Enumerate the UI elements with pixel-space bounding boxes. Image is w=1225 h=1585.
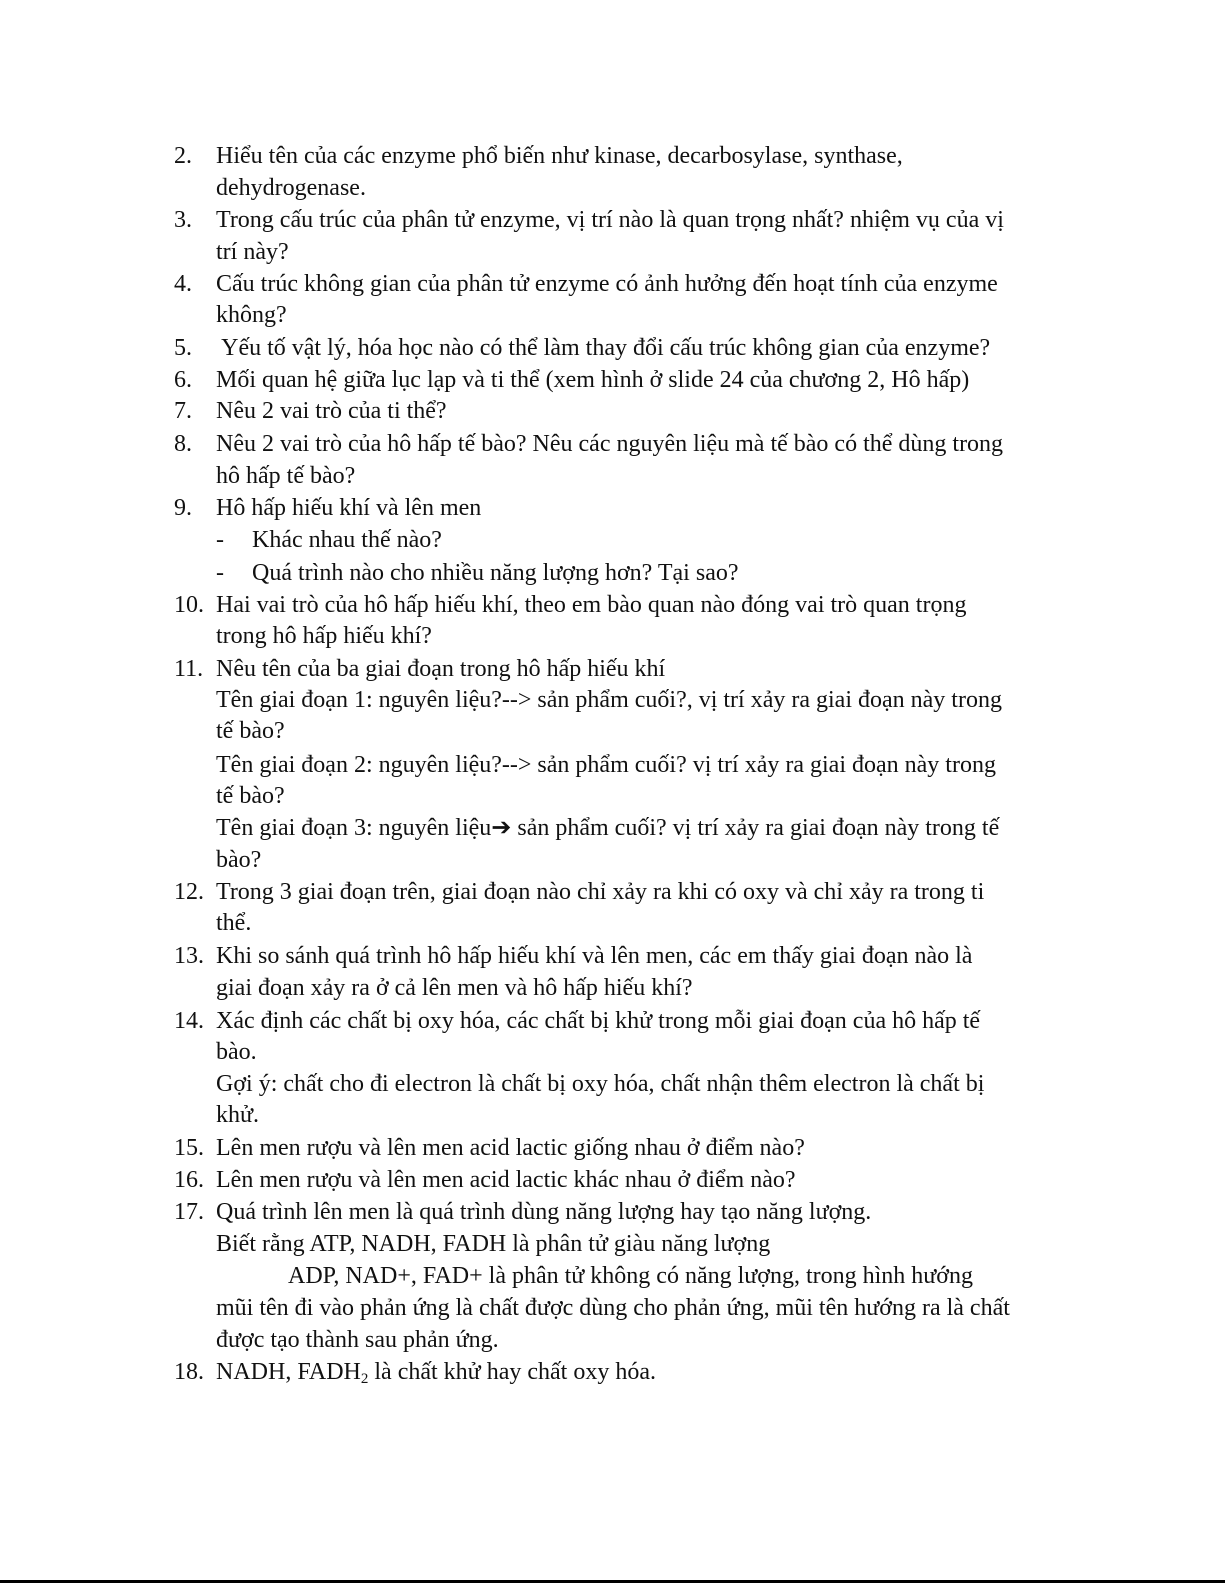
q12-number: 12. xyxy=(174,879,204,905)
q17-line-1: Quá trình lên men là quá trình dùng năng lượng hay tạo năng lượng. xyxy=(216,1199,872,1225)
q17-line-2: Biết rằng ATP, NADH, FADH là phân tử giàu năng lượng xyxy=(216,1231,771,1257)
q13-line-2: giai đoạn xảy ra ở cả lên men và hô hấp hiếu khí? xyxy=(216,975,693,1001)
q9-bullet-1: Khác nhau thế nào? xyxy=(252,527,442,553)
q2-line-2: dehydrogenase. xyxy=(216,175,366,201)
q7-line-1: Nêu 2 vai trò của ti thể? xyxy=(216,398,447,424)
q11-line-6: Tên giai đoạn 3: nguyên liệu➔ sản phẩm cuối? vị trí xảy ra giai đoạn này trong tế xyxy=(216,815,1000,841)
q18-subscript: 2 xyxy=(360,1371,369,1387)
q4-line-1: Cấu trúc không gian của phân tử enzyme có ảnh hưởng đến hoạt tính của enzyme xyxy=(216,271,998,297)
q18-number: 18. xyxy=(174,1359,204,1385)
q9-number: 9. xyxy=(174,495,192,521)
q14-number: 14. xyxy=(174,1008,204,1034)
q13-line-1: Khi so sánh quá trình hô hấp hiếu khí và lên men, các em thấy giai đoạn nào là xyxy=(216,943,973,969)
q9-line-1: Hô hấp hiếu khí và lên men xyxy=(216,495,482,521)
q15-line-1: Lên men rượu và lên men acid lactic giống nhau ở điểm nào? xyxy=(216,1135,805,1161)
q2-number: 2. xyxy=(174,143,192,169)
q6-number: 6. xyxy=(174,367,192,393)
q9-bullet-2-dash: - xyxy=(216,560,224,586)
q3-line-2: trí này? xyxy=(216,239,289,265)
q18-text-b: là chất khử hay chất oxy hóa. xyxy=(368,1359,656,1385)
q11-line-3: tế bào? xyxy=(216,718,285,744)
q18-text-a: NADH, FADH xyxy=(216,1359,361,1385)
q6-line-1: Mối quan hệ giữa lục lạp và ti thể (xem hình ở slide 24 của chương 2, Hô hấp) xyxy=(216,367,970,393)
q2-line-1: Hiểu tên của các enzyme phổ biến như kinase, decarbosylase, synthase, xyxy=(216,143,903,169)
q11-number: 11. xyxy=(174,656,204,682)
q14-line-4: khử. xyxy=(216,1102,260,1128)
q13-number: 13. xyxy=(174,943,204,969)
q4-line-2: không? xyxy=(216,302,287,328)
q16-number: 16. xyxy=(174,1167,204,1193)
q9-bullet-1-dash: - xyxy=(216,527,224,553)
q11-line-5: tế bào? xyxy=(216,783,285,809)
q11-line-2: Tên giai đoạn 1: nguyên liệu?--> sản phẩm cuối?, vị trí xảy ra giai đoạn này trong xyxy=(216,687,1002,713)
q4-number: 4. xyxy=(174,271,192,297)
q10-line-1: Hai vai trò của hô hấp hiếu khí, theo em bào quan nào đóng vai trò quan trọng xyxy=(216,592,967,618)
q17-line-5: được tạo thành sau phản ứng. xyxy=(216,1327,499,1353)
q10-line-2: trong hô hấp hiếu khí? xyxy=(216,623,432,649)
q12-line-2: thể. xyxy=(216,910,252,936)
q17-number: 17. xyxy=(174,1199,204,1225)
q11-line-7: bào? xyxy=(216,847,262,873)
q7-number: 7. xyxy=(174,398,192,424)
q15-number: 15. xyxy=(174,1135,204,1161)
q17-line-4: mũi tên đi vào phản ứng là chất được dùng cho phản ứng, mũi tên hướng ra là chất xyxy=(216,1295,1010,1321)
q11-line-1: Nêu tên của ba giai đoạn trong hô hấp hiếu khí xyxy=(216,656,666,682)
q10-number: 10. xyxy=(174,592,204,618)
q3-line-1: Trong cấu trúc của phân tử enzyme, vị trí nào là quan trọng nhất? nhiệm vụ của vị xyxy=(216,207,1004,233)
q8-line-1: Nêu 2 vai trò của hô hấp tế bào? Nêu các nguyên liệu mà tế bào có thể dùng trong xyxy=(216,431,1004,457)
q9-bullet-2: Quá trình nào cho nhiều năng lượng hơn? Tại sao? xyxy=(252,560,739,586)
q14-line-3: Gợi ý: chất cho đi electron là chất bị oxy hóa, chất nhận thêm electron là chất bị xyxy=(216,1071,985,1097)
q12-line-1: Trong 3 giai đoạn trên, giai đoạn nào chỉ xảy ra khi có oxy và chỉ xảy ra trong ti xyxy=(216,879,985,905)
q17-line-3: ADP, NAD+, FAD+ là phân tử không có năng lượng, trong hình hướng xyxy=(288,1263,973,1289)
q14-line-2: bào. xyxy=(216,1039,257,1065)
q18-line-1 xyxy=(216,1357,656,1389)
q5-line-1: Yếu tố vật lý, hóa học nào có thể làm thay đổi cấu trúc không gian của enzyme? xyxy=(216,335,991,361)
q16-line-1: Lên men rượu và lên men acid lactic khác nhau ở điểm nào? xyxy=(216,1167,796,1193)
q3-number: 3. xyxy=(174,207,192,233)
q8-number: 8. xyxy=(174,431,192,457)
q11-line-4: Tên giai đoạn 2: nguyên liệu?--> sản phẩm cuối? vị trí xảy ra giai đoạn này trong xyxy=(216,752,996,778)
q8-line-2: hô hấp tế bào? xyxy=(216,463,356,489)
bottom-divider xyxy=(0,1580,1225,1583)
q5-number: 5. xyxy=(174,335,192,361)
q14-line-1: Xác định các chất bị oxy hóa, các chất bị khử trong mỗi giai đoạn của hô hấp tế xyxy=(216,1008,981,1034)
